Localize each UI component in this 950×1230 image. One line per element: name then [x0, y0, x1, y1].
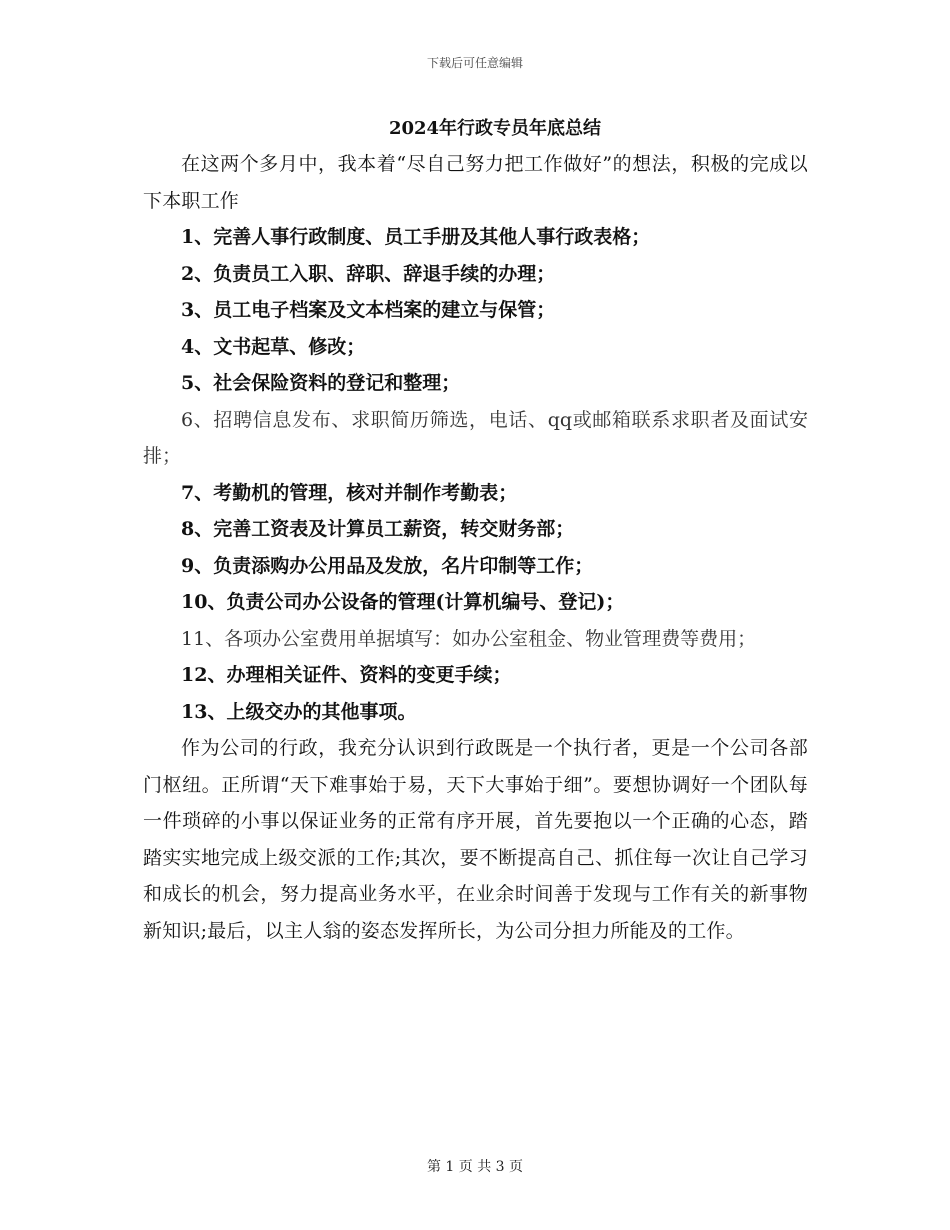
list-item: 13、上级交办的其他事项。 — [181, 700, 417, 723]
intro-paragraph: 在这两个多月中，我本着“尽自己努力把工作做好”的想法，积极的完成以下本职工作 — [143, 153, 808, 212]
list-item: 8、完善工资表及计算员工薪资，转交财务部； — [181, 518, 575, 540]
list-item: 12、办理相关证件、资料的变更手续； — [181, 664, 512, 686]
list-item: 10、负责公司办公设备的管理(计算机编号、登记)； — [181, 591, 625, 613]
list-item: 1、完善人事行政制度、员工手册及其他人事行政表格； — [181, 226, 651, 248]
list-item: 3、员工电子档案及文本档案的建立与保管； — [181, 299, 556, 321]
list-item: 6、招聘信息发布、求职简历筛选，电话、qq或邮箱联系求职者及面试安排； — [143, 408, 808, 467]
list-item: 2、负责员工入职、辞职、辞退手续的办理； — [181, 262, 556, 285]
list-item: 4、文书起草、修改； — [181, 335, 366, 358]
closing-paragraph: 作为公司的行政，我充分认识到行政既是一个执行者，更是一个公司各部门枢纽。正所谓“天下难事始于易，天下大事始于细”。要想协调好一个团队每一件琐碎的小事以保证业务的正常有序开展，首先要抱以一个正确的心态，踏踏实实地完成上级交派的工作;其次，要不断提高自己、抓住每一次让自己学习和成长的机会，努力提高业务水平，在业余时间善于发现与工作有关的新事物新知识;最后，以主人翁的姿态发挥所长，为公司分担力所能及的工作。 — [143, 737, 808, 942]
list-item: 7、考勤机的管理，核对并制作考勤表； — [181, 481, 518, 504]
document-title: 2024年行政专员年底总结 — [388, 118, 602, 139]
list-item: 9、负责添购办公用品及发放，名片印制等工作； — [181, 554, 594, 577]
header-note: 下载后可任意编辑 — [426, 56, 523, 70]
document-body — [143, 146, 808, 949]
page-number: 第 1 页 共 3 页 — [426, 1159, 524, 1175]
list-item: 5、社会保险资料的登记和整理； — [181, 372, 461, 394]
list-item: 11、各项办公室费用单据填写：如办公室租金、物业管理费等费用； — [181, 627, 757, 650]
